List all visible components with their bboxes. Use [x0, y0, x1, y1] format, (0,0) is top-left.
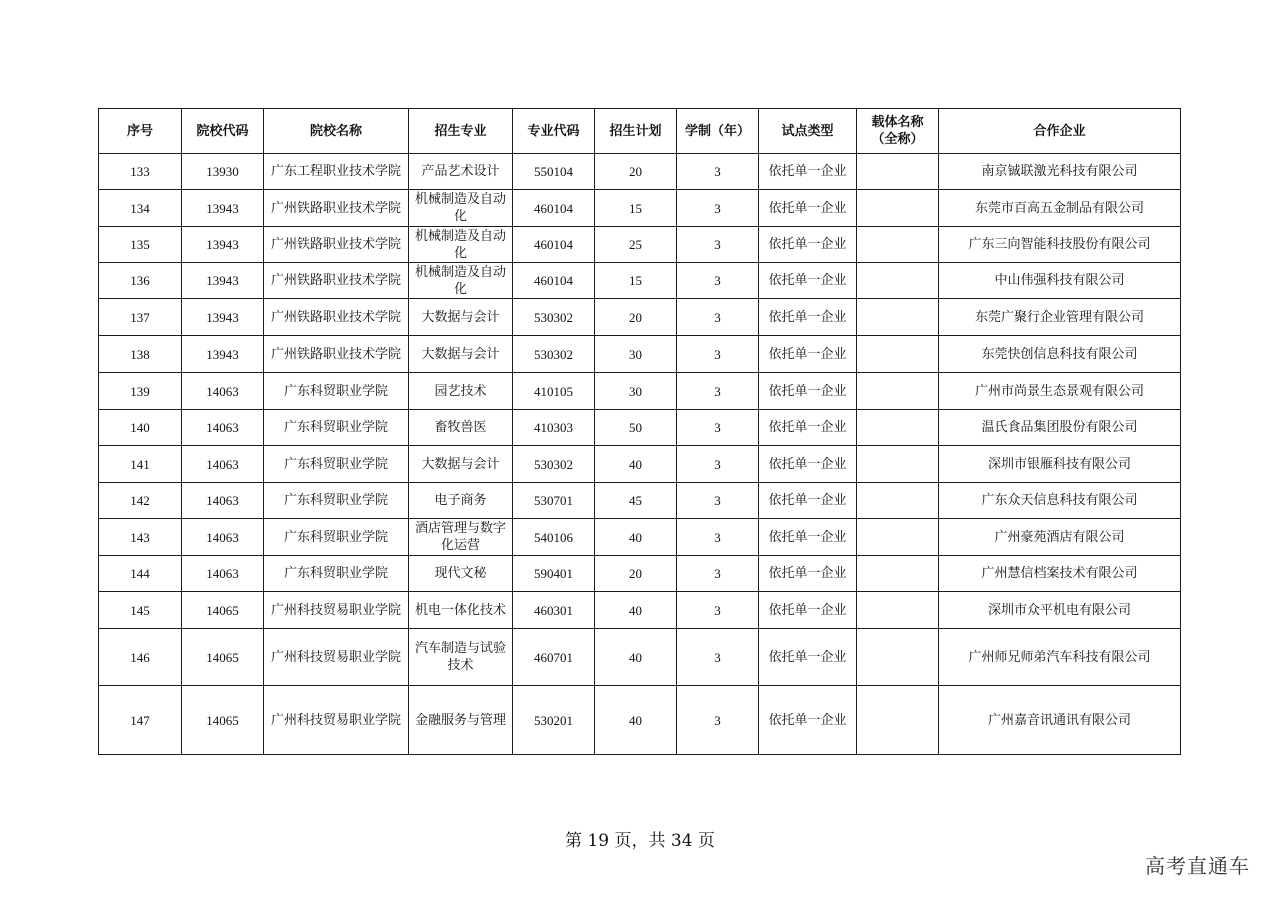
- cell-major: 现代文秘: [409, 556, 513, 592]
- cell-duration: 3: [677, 556, 759, 592]
- cell-partner: 深圳市银雁科技有限公司: [939, 446, 1181, 483]
- cell-major-code: 410303: [513, 410, 595, 446]
- cell-major: 电子商务: [409, 483, 513, 519]
- cell-duration: 3: [677, 190, 759, 227]
- cell-seq: 146: [99, 629, 182, 686]
- cell-seq: 137: [99, 299, 182, 336]
- cell-major: 酒店管理与数字化运营: [409, 519, 513, 556]
- cell-school-code: 14065: [182, 629, 264, 686]
- cell-school-code: 14063: [182, 373, 264, 410]
- cell-major-code: 530302: [513, 446, 595, 483]
- cell-major-code: 530302: [513, 299, 595, 336]
- cell-partner: 广州师兄师弟汽车科技有限公司: [939, 629, 1181, 686]
- table-row: [99, 519, 1181, 556]
- cell-school-code: 13943: [182, 299, 264, 336]
- cell-plan: 30: [595, 336, 677, 373]
- cell-seq: 134: [99, 190, 182, 227]
- cell-carrier: [857, 299, 939, 336]
- cell-duration: 3: [677, 686, 759, 755]
- cell-seq: 143: [99, 519, 182, 556]
- cell-major-code: 530302: [513, 336, 595, 373]
- header-school-name: 院校名称: [264, 109, 409, 154]
- cell-plan: 45: [595, 483, 677, 519]
- cell-carrier: [857, 154, 939, 190]
- cell-carrier: [857, 446, 939, 483]
- cell-partner: 温氏食品集团股份有限公司: [939, 410, 1181, 446]
- cell-seq: 139: [99, 373, 182, 410]
- cell-carrier: [857, 592, 939, 629]
- header-school-code: 院校代码: [182, 109, 264, 154]
- cell-pilot-type: 依托单一企业: [759, 629, 857, 686]
- cell-partner: 广东三向智能科技股份有限公司: [939, 227, 1181, 263]
- table-row: [99, 592, 1181, 629]
- cell-pilot-type: 依托单一企业: [759, 154, 857, 190]
- cell-pilot-type: 依托单一企业: [759, 483, 857, 519]
- table-row: [99, 373, 1181, 410]
- header-major-code: 专业代码: [513, 109, 595, 154]
- cell-partner: 东莞快创信息科技有限公司: [939, 336, 1181, 373]
- table-row: [99, 154, 1181, 190]
- cell-school-name: 广州科技贸易职业学院: [264, 592, 409, 629]
- cell-major: 机械制造及自动化: [409, 227, 513, 263]
- cell-school-name: 广东工程职业技术学院: [264, 154, 409, 190]
- cell-school-name: 广州铁路职业技术学院: [264, 190, 409, 227]
- cell-plan: 50: [595, 410, 677, 446]
- cell-seq: 133: [99, 154, 182, 190]
- cell-major-code: 410105: [513, 373, 595, 410]
- cell-pilot-type: 依托单一企业: [759, 227, 857, 263]
- cell-carrier: [857, 519, 939, 556]
- cell-carrier: [857, 556, 939, 592]
- header-seq: 序号: [99, 109, 182, 154]
- cell-major: 机电一体化技术: [409, 592, 513, 629]
- cell-duration: 3: [677, 263, 759, 299]
- cell-carrier: [857, 373, 939, 410]
- cell-pilot-type: 依托单一企业: [759, 519, 857, 556]
- cell-partner: 南京铖联激光科技有限公司: [939, 154, 1181, 190]
- cell-school-code: 13943: [182, 190, 264, 227]
- cell-major-code: 530701: [513, 483, 595, 519]
- cell-pilot-type: 依托单一企业: [759, 686, 857, 755]
- cell-plan: 40: [595, 519, 677, 556]
- cell-seq: 138: [99, 336, 182, 373]
- header-carrier: [857, 109, 939, 154]
- cell-major-code: 590401: [513, 556, 595, 592]
- cell-carrier: [857, 227, 939, 263]
- cell-school-code: 13943: [182, 227, 264, 263]
- cell-duration: 3: [677, 629, 759, 686]
- cell-school-name: 广州科技贸易职业学院: [264, 629, 409, 686]
- cell-carrier: [857, 263, 939, 299]
- cell-school-name: 广州铁路职业技术学院: [264, 263, 409, 299]
- cell-carrier: [857, 190, 939, 227]
- cell-duration: 3: [677, 373, 759, 410]
- cell-duration: 3: [677, 519, 759, 556]
- page-number: 第 19 页，共 34 页: [565, 831, 715, 851]
- cell-school-name: 广州铁路职业技术学院: [264, 299, 409, 336]
- cell-pilot-type: 依托单一企业: [759, 299, 857, 336]
- cell-school-name: 广东科贸职业学院: [264, 446, 409, 483]
- cell-pilot-type: 依托单一企业: [759, 263, 857, 299]
- table-row: [99, 410, 1181, 446]
- cell-duration: 3: [677, 446, 759, 483]
- cell-major: 大数据与会计: [409, 336, 513, 373]
- cell-major-code: 460104: [513, 263, 595, 299]
- cell-major: 金融服务与管理: [409, 686, 513, 755]
- cell-school-code: 14063: [182, 519, 264, 556]
- cell-major-code: 460701: [513, 629, 595, 686]
- cell-school-code: 13943: [182, 336, 264, 373]
- table-row: [99, 556, 1181, 592]
- table-row: [99, 263, 1181, 299]
- cell-school-name: 广州铁路职业技术学院: [264, 336, 409, 373]
- cell-plan: 25: [595, 227, 677, 263]
- cell-plan: 20: [595, 154, 677, 190]
- cell-school-code: 14065: [182, 592, 264, 629]
- cell-seq: 136: [99, 263, 182, 299]
- cell-pilot-type: 依托单一企业: [759, 373, 857, 410]
- cell-plan: 20: [595, 299, 677, 336]
- cell-school-name: 广东科贸职业学院: [264, 483, 409, 519]
- cell-partner: 广东众天信息科技有限公司: [939, 483, 1181, 519]
- cell-major: 畜牧兽医: [409, 410, 513, 446]
- cell-school-code: 14065: [182, 686, 264, 755]
- cell-carrier: [857, 410, 939, 446]
- cell-major: 大数据与会计: [409, 446, 513, 483]
- enrollment-table: [98, 108, 1181, 755]
- cell-plan: 15: [595, 190, 677, 227]
- cell-major: 园艺技术: [409, 373, 513, 410]
- cell-pilot-type: 依托单一企业: [759, 190, 857, 227]
- cell-seq: 141: [99, 446, 182, 483]
- table-row: [99, 686, 1181, 755]
- cell-major-code: 540106: [513, 519, 595, 556]
- cell-pilot-type: 依托单一企业: [759, 410, 857, 446]
- header-partner: 合作企业: [939, 109, 1181, 154]
- table-row: [99, 629, 1181, 686]
- cell-partner: 广州慧信档案技术有限公司: [939, 556, 1181, 592]
- cell-pilot-type: 依托单一企业: [759, 336, 857, 373]
- cell-duration: 3: [677, 154, 759, 190]
- cell-plan: 40: [595, 592, 677, 629]
- cell-school-code: 13930: [182, 154, 264, 190]
- header-carrier-line2: （全称）: [871, 132, 924, 147]
- cell-school-code: 13943: [182, 263, 264, 299]
- header-carrier-line1: 载体名称: [871, 115, 924, 130]
- cell-partner: 深圳市众平机电有限公司: [939, 592, 1181, 629]
- cell-seq: 145: [99, 592, 182, 629]
- cell-major-code: 460104: [513, 227, 595, 263]
- cell-seq: 144: [99, 556, 182, 592]
- cell-school-name: 广东科贸职业学院: [264, 410, 409, 446]
- cell-major-code: 460301: [513, 592, 595, 629]
- header-duration: 学制（年）: [677, 109, 759, 154]
- cell-plan: 40: [595, 629, 677, 686]
- watermark-text: 高考直通车: [1145, 854, 1250, 878]
- cell-major: 产品艺术设计: [409, 154, 513, 190]
- cell-plan: 15: [595, 263, 677, 299]
- cell-duration: 3: [677, 592, 759, 629]
- cell-seq: 140: [99, 410, 182, 446]
- cell-major: 汽车制造与试验技术: [409, 629, 513, 686]
- table-row: [99, 227, 1181, 263]
- table-header-row: [99, 109, 1181, 154]
- cell-duration: 3: [677, 227, 759, 263]
- cell-school-name: 广东科贸职业学院: [264, 556, 409, 592]
- cell-carrier: [857, 686, 939, 755]
- cell-partner: 广州豪苑酒店有限公司: [939, 519, 1181, 556]
- cell-major-code: 550104: [513, 154, 595, 190]
- cell-school-name: 广州科技贸易职业学院: [264, 686, 409, 755]
- cell-school-code: 14063: [182, 410, 264, 446]
- cell-duration: 3: [677, 299, 759, 336]
- cell-pilot-type: 依托单一企业: [759, 556, 857, 592]
- table-row: [99, 299, 1181, 336]
- cell-partner: 中山伟强科技有限公司: [939, 263, 1181, 299]
- table-row: [99, 336, 1181, 373]
- header-pilot-type: 试点类型: [759, 109, 857, 154]
- cell-carrier: [857, 629, 939, 686]
- cell-seq: 142: [99, 483, 182, 519]
- cell-carrier: [857, 336, 939, 373]
- table-row: [99, 190, 1181, 227]
- cell-pilot-type: 依托单一企业: [759, 446, 857, 483]
- cell-duration: 3: [677, 483, 759, 519]
- cell-major: 机械制造及自动化: [409, 190, 513, 227]
- table-row: [99, 446, 1181, 483]
- document-sheet: [98, 108, 1181, 755]
- cell-duration: 3: [677, 410, 759, 446]
- cell-school-code: 14063: [182, 446, 264, 483]
- cell-pilot-type: 依托单一企业: [759, 592, 857, 629]
- cell-major: 机械制造及自动化: [409, 263, 513, 299]
- cell-duration: 3: [677, 336, 759, 373]
- header-plan: 招生计划: [595, 109, 677, 154]
- cell-plan: 20: [595, 556, 677, 592]
- cell-major-code: 460104: [513, 190, 595, 227]
- cell-partner: 东莞广聚行企业管理有限公司: [939, 299, 1181, 336]
- cell-seq: 147: [99, 686, 182, 755]
- cell-carrier: [857, 483, 939, 519]
- cell-partner: 广州嘉音讯通讯有限公司: [939, 686, 1181, 755]
- cell-major-code: 530201: [513, 686, 595, 755]
- cell-plan: 30: [595, 373, 677, 410]
- cell-plan: 40: [595, 686, 677, 755]
- cell-school-code: 14063: [182, 483, 264, 519]
- table-row: [99, 483, 1181, 519]
- cell-seq: 135: [99, 227, 182, 263]
- cell-school-name: 广东科贸职业学院: [264, 373, 409, 410]
- cell-school-name: 广州铁路职业技术学院: [264, 227, 409, 263]
- cell-school-code: 14063: [182, 556, 264, 592]
- cell-plan: 40: [595, 446, 677, 483]
- cell-partner: 广州市尚景生态景观有限公司: [939, 373, 1181, 410]
- cell-school-name: 广东科贸职业学院: [264, 519, 409, 556]
- header-major: 招生专业: [409, 109, 513, 154]
- cell-major: 大数据与会计: [409, 299, 513, 336]
- cell-partner: 东莞市百高五金制品有限公司: [939, 190, 1181, 227]
